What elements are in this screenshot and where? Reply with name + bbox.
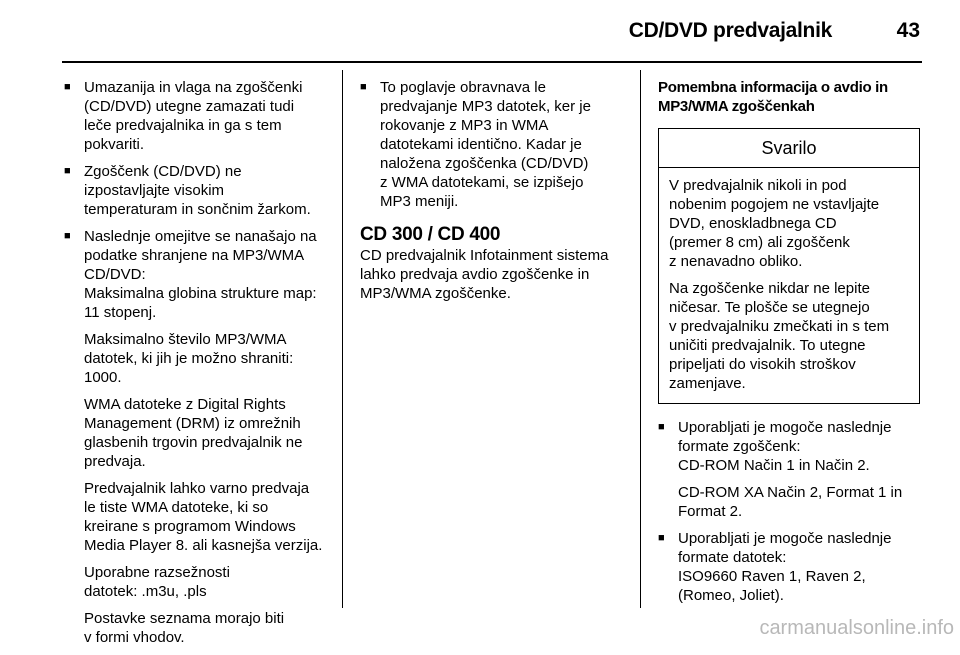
bullet-item — [64, 162, 328, 219]
header-title: CD/DVD predvajalnik — [628, 19, 832, 42]
text-line: v formi vhodov. — [84, 629, 185, 646]
sub-paragraph — [678, 567, 920, 605]
text-line: Postavke seznama morajo biti — [84, 610, 285, 627]
text-line: naložena zgoščenka (CD/DVD) — [380, 155, 589, 172]
page-number: 43 — [896, 19, 920, 42]
text-line: Management (DRM) iz omrežnih — [84, 415, 301, 432]
text-line: Zgoščenk (CD/DVD) ne — [84, 163, 242, 180]
sub-paragraph — [84, 330, 328, 387]
bullet-item — [360, 78, 626, 211]
column-2 — [360, 78, 626, 311]
text-line: leče predvajalnika in ga s tem — [84, 117, 282, 134]
text-line: glasbenih trgovin predvajalnik ne — [84, 434, 303, 451]
text-line: Na zgoščenke nikdar ne lepite — [669, 280, 870, 297]
text-line: CD predvajalnik Infotainment sistema — [360, 247, 609, 264]
text-line: MP3 meniji. — [380, 193, 459, 210]
text-line: kreirane s programom Windows — [84, 518, 296, 535]
text-line: Pomembna informacija o avdio in — [658, 79, 888, 96]
text-line: MP3/WMA zgoščenkah — [658, 98, 815, 115]
text-line: DVD, enoskladbnega CD — [669, 215, 837, 232]
text-line: V predvajalnik nikoli in pod — [669, 177, 847, 194]
watermark: carmanualsonline.info — [759, 617, 954, 639]
warning-box — [658, 128, 920, 404]
warning-body — [659, 168, 919, 403]
text-line: (CD/DVD) utegne zamazati tudi — [84, 98, 295, 115]
text-line: CD/DVD: — [84, 266, 146, 283]
text-line: Media Player 8. ali kasnejša verzija. — [84, 537, 323, 554]
text-line: uničiti predvajalnik. To utegne — [669, 337, 866, 354]
text-line: datotek, ki jih je možno shraniti: — [84, 350, 294, 367]
sub-paragraph — [84, 479, 328, 555]
text-line: nobenim pogojem ne vstavljajte — [669, 196, 880, 213]
header-rule — [62, 61, 922, 63]
column-divider-1 — [342, 70, 343, 608]
sub-paragraph — [84, 563, 328, 601]
bullet-square-icon: ■ — [360, 81, 367, 93]
text-line: 11 stopenj. — [84, 304, 157, 321]
text-line: ničesar. Te plošče se utegnejo — [669, 299, 870, 316]
text-line: To poglavje obravnava le — [380, 79, 546, 96]
text-line: CD-ROM Način 1 in Način 2. — [678, 457, 870, 474]
sub-paragraph — [84, 395, 328, 471]
text-line: formate datotek: — [678, 549, 787, 566]
bullet-item — [658, 529, 920, 605]
text-line: MP3/WMA zgoščenke. — [360, 285, 511, 302]
text-line: CD-ROM XA Način 2, Format 1 in — [678, 484, 903, 501]
section-paragraph — [360, 246, 626, 303]
bullet-square-icon: ■ — [658, 532, 665, 544]
text-line: podatke shranjene na MP3/WMA — [84, 247, 305, 264]
bullet-square-icon: ■ — [64, 230, 71, 242]
sub-paragraph — [84, 284, 328, 322]
warning-title: Svarilo — [659, 129, 919, 168]
text-line: predvajanje MP3 datotek, ker je — [380, 98, 591, 115]
text-line: predvaja. — [84, 453, 146, 470]
bullet-item — [658, 418, 920, 521]
section-title — [658, 78, 920, 116]
text-line: Uporabne razsežnosti — [84, 564, 230, 581]
text-line: pokvariti. — [84, 136, 145, 153]
bullet-item — [64, 78, 328, 154]
text-line: lahko predvaja avdio zgoščenke in — [360, 266, 590, 283]
text-line: Format 2. — [678, 503, 743, 520]
text-line: (Romeo, Joliet). — [678, 587, 784, 604]
warning-paragraph — [669, 279, 909, 393]
text-line: z WMA datotekami, se izpišejo — [380, 174, 584, 191]
text-line: Maksimalno število MP3/WMA — [84, 331, 287, 348]
sub-paragraph — [678, 483, 920, 521]
text-line: datotek: .m3u, .pls — [84, 583, 207, 600]
warning-paragraph — [669, 176, 909, 271]
page-header — [0, 0, 960, 62]
bullet-square-icon: ■ — [64, 81, 71, 93]
text-line: 1000. — [84, 369, 122, 386]
text-line: formate zgoščenk: — [678, 438, 801, 455]
text-line: WMA datoteke z Digital Rights — [84, 396, 286, 413]
column-divider-2 — [640, 70, 641, 608]
bullet-square-icon: ■ — [64, 165, 71, 177]
text-line: z nenavadno obliko. — [669, 253, 803, 270]
text-line: rokovanje z MP3 in WMA — [380, 117, 549, 134]
text-line: (premer 8 cm) ali zgoščenk — [669, 234, 850, 251]
text-line: Uporabljati je mogoče naslednje — [678, 419, 892, 436]
text-line: temperaturam in sončnim žarkom. — [84, 201, 311, 218]
bullet-item — [64, 227, 328, 647]
text-line: pripeljati do visokih stroškov — [669, 356, 856, 373]
text-line: datotekami identično. Kadar je — [380, 136, 582, 153]
text-line: ISO9660 Raven 1, Raven 2, — [678, 568, 866, 585]
text-line: zamenjave. — [669, 375, 746, 392]
text-line: v predvajalniku zmečkati in s tem — [669, 318, 890, 335]
text-line: izpostavljajte visokim — [84, 182, 225, 199]
sub-paragraph — [678, 456, 920, 475]
column-1 — [64, 78, 328, 655]
text-line: Maksimalna globina strukture map: — [84, 285, 317, 302]
text-line: le tiste WMA datoteke, ki so — [84, 499, 269, 516]
text-line: Predvajalnik lahko varno predvaja — [84, 480, 310, 497]
text-line: Naslednje omejitve se nanašajo na — [84, 228, 317, 245]
section-heading: CD 300 / CD 400 — [360, 224, 501, 245]
text-line: Umazanija in vlaga na zgoščenki — [84, 79, 303, 96]
text-line: Uporabljati je mogoče naslednje — [678, 530, 892, 547]
bullet-square-icon: ■ — [658, 421, 665, 433]
column-3 — [658, 78, 920, 613]
sub-paragraph — [84, 609, 328, 647]
